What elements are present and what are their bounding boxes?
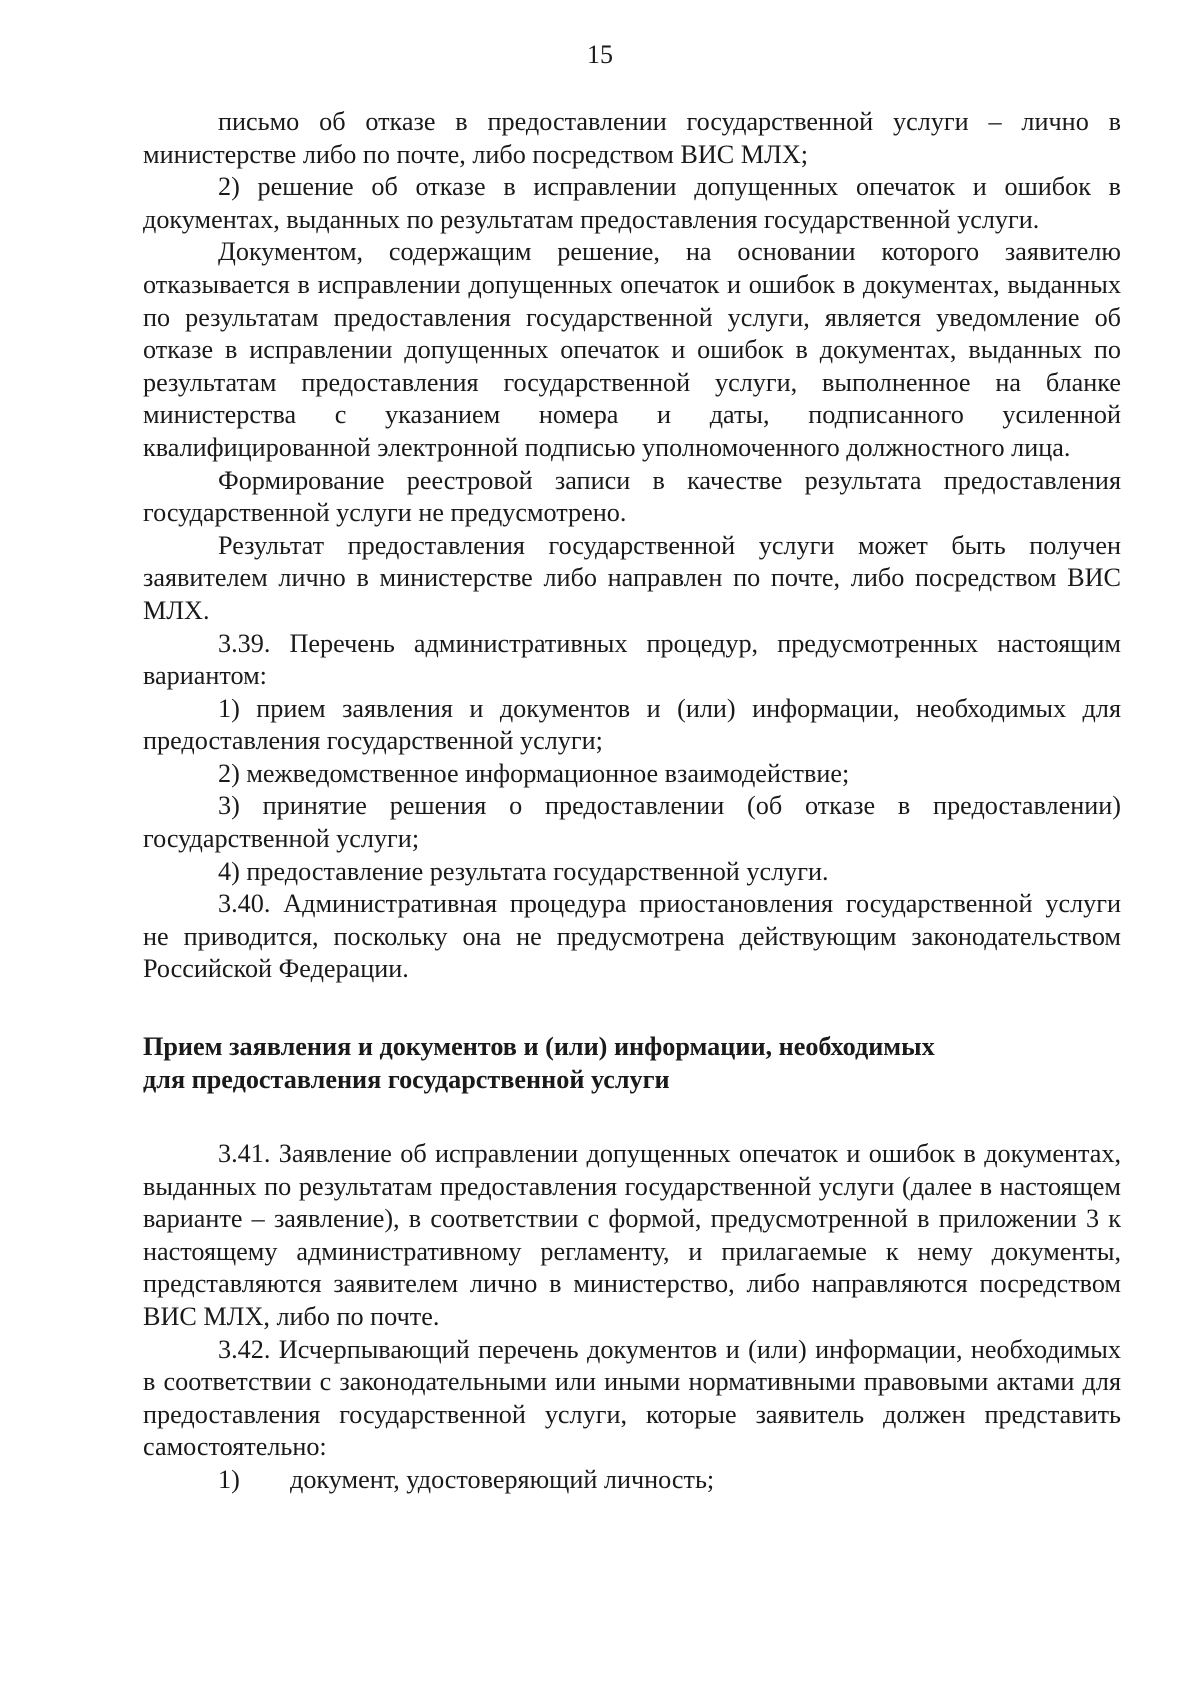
- paragraph: 3.40. Административная процедура приостановления государственной услуги не приводится, поскольку она не предусмотрена действующим законодательством Российской Федерации.: [143, 889, 1121, 984]
- list-item-number: 1): [218, 1464, 240, 1494]
- section-heading: [143, 1030, 1121, 1096]
- paragraph: 2) решение об отказе в исправлении допущенных опечаток и ошибок в документах, выданных по результатам предоставления государственной услуги.: [143, 172, 1121, 234]
- section-heading-line: Прием заявления и документов и (или) информации, необходимых: [143, 1032, 935, 1062]
- section-heading-line: для предоставления государственной услуги: [143, 1065, 670, 1095]
- paragraph: 1) прием заявления и документов и (или) информации, необходимых для предоставления государственной услуги;: [143, 693, 1121, 756]
- page-number: 15: [587, 40, 613, 69]
- paragraph: 3.41. Заявление об исправлении допущенных опечаток и ошибок в документах, выданных по результатам предоставления государственной услуги (далее в настоящем варианте – заявление), в соответствии с формой, предусмотренной в приложении 3 к настоящему административному регламенту, и прилагаемые к нему документы, представляются заявителем лично в министерство, либо направляются посредством ВИС МЛХ, либо по почте.: [143, 1139, 1121, 1331]
- document-body: [143, 106, 1121, 1497]
- paragraph: Результат предоставления государственной услуги может быть получен заявителем лично в министерстве либо направлен по почте, либо посредством ВИС МЛХ.: [143, 530, 1121, 625]
- paragraph: 2) межведомственное информационное взаимодействие;: [218, 758, 850, 788]
- paragraph: Формирование реестровой записи в качестве результата предоставления государственной услуги не предусмотрено.: [143, 465, 1121, 528]
- list-item-text: документ, удостоверяющий личность;: [290, 1464, 715, 1494]
- list-item: [143, 1464, 1121, 1497]
- paragraph: 3.39. Перечень административных процедур, предусмотренных настоящим вариантом:: [143, 628, 1121, 691]
- paragraph: 3) принятие решения о предоставлении (об отказе в предоставлении) государственной услуги;: [143, 791, 1121, 854]
- paragraph: Документом, содержащим решение, на основании которого заявителю отказывается в исправлении допущенных опечаток и ошибок в документах, выданных по результатам предоставления государственной услуги, является уведомление об отказе в исправлении допущенных опечаток и ошибок в документах, выданных по результатам предоставления государственной услуги, выполненное на бланке министерства с указанием номера и даты, подписанного усиленной квалифицированной электронной подписью уполномоченного должностного лица.: [143, 237, 1121, 462]
- paragraph: 4) предоставление результата государственной услуги.: [218, 856, 829, 886]
- paragraph: 3.42. Исчерпывающий перечень документов и (или) информации, необходимых в соответствии с законодательными или иными нормативными правовыми актами для предоставления государственной услуги, которые заявитель должен представить самостоятельно:: [143, 1334, 1121, 1462]
- paragraph: письмо об отказе в предоставлении государственной услуги – лично в министерстве либо по почте, либо посредством ВИС МЛХ;: [143, 107, 1121, 169]
